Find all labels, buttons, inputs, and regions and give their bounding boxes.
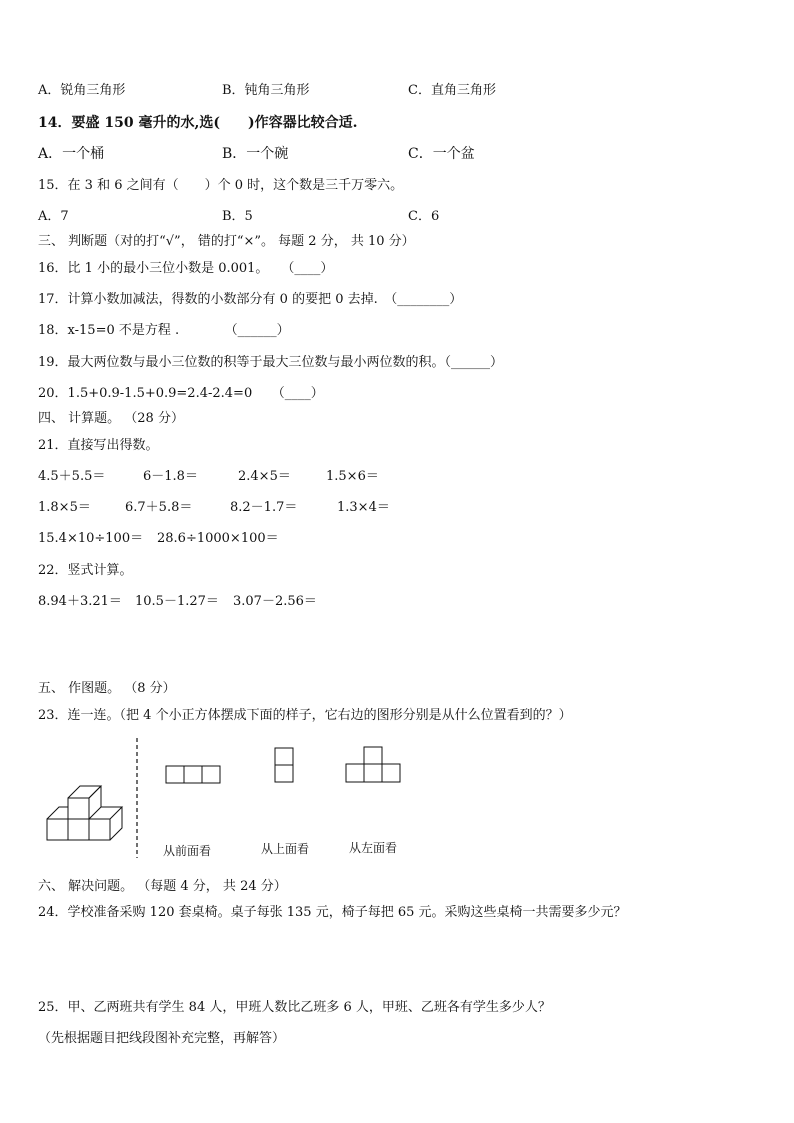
q13-option-a: A．锐角三角形	[38, 83, 126, 98]
q21-calc: 2.4×5＝	[238, 469, 291, 484]
q21-calc: 4.5＋5.5＝	[38, 469, 106, 484]
q14-option-b: B．一个碗	[222, 146, 289, 162]
q15-option-b: B．5	[222, 209, 253, 224]
q22-calc: 8.94＋3.21＝	[38, 594, 122, 609]
q18: 18．x-15=0 不是方程 . （______）	[38, 323, 290, 338]
q14-option-c: C．一个盆	[408, 146, 475, 162]
q21-calc: 1.8×5＝	[38, 500, 91, 515]
q14-stem: 14．要盛 150 毫升的水,选( )作容器比较合适.	[38, 115, 358, 131]
q21-calc: 8.2－1.7＝	[230, 500, 298, 515]
section5-heading: 五、 作图题。 （8 分）	[38, 681, 176, 696]
top-view-shape	[275, 748, 293, 782]
q22-calc: 10.5－1.27＝	[135, 594, 219, 609]
q21-calc: 6.7＋5.8＝	[125, 500, 193, 515]
q21-calc: 1.5×6＝	[326, 469, 379, 484]
q21-calc: 28.6÷1000×100＝	[157, 531, 279, 546]
caption-top-view: 从上面看	[261, 842, 310, 856]
q21-calc: 15.4×10÷100＝	[38, 531, 144, 546]
q15-option-c: C．6	[408, 209, 440, 224]
q15-stem: 15．在 3 和 6 之间有（ ）个 0 时，这个数是三千万零六。	[38, 178, 404, 193]
q25-note: （先根据题目把线段图补充完整，再解答）	[38, 1031, 286, 1046]
q17: 17．计算小数加减法，得数的小数部分有 0 的要把 0 去掉. （________）	[38, 292, 463, 307]
q22-calc: 3.07－2.56＝	[233, 594, 317, 609]
q13-option-b: B．钝角三角形	[222, 83, 310, 98]
q21-stem: 21．直接写出得数。	[38, 438, 159, 453]
q21-calc: 6－1.8＝	[143, 469, 198, 484]
q20: 20．1.5+0.9-1.5+0.9=2.4-2.4=0 （____）	[38, 386, 324, 401]
q13-option-c: C．直角三角形	[408, 83, 496, 98]
caption-front-view: 从前面看	[163, 844, 212, 858]
q25: 25．甲、乙两班共有学生 84 人，甲班人数比乙班多 6 人，甲班、乙班各有学生多少人？	[38, 1000, 551, 1015]
cube-stack-drawing	[47, 786, 122, 840]
q14-option-a: A．一个桶	[38, 146, 105, 162]
q15-option-a: A．7	[38, 209, 69, 224]
section4-heading: 四、 计算题。 （28 分）	[38, 411, 184, 426]
caption-left-view: 从左面看	[349, 841, 398, 855]
q23-stem: 23．连一连。（把 4 个小正方体摆成下面的样子，它右边的图形分别是从什么位置看到的？）	[38, 708, 572, 723]
left-view-shape	[346, 747, 400, 782]
q24: 24．学校准备采购 120 套桌椅。桌子每张 135 元，椅子每把 65 元。采购这些桌椅一共需要多少元？	[38, 905, 627, 920]
section3-heading: 三、 判断题（对的打“√”， 错的打“×”。 每题 2 分， 共 10 分）	[38, 234, 415, 249]
q22-stem: 22．竖式计算。	[38, 563, 133, 578]
section6-heading: 六、 解决问题。 （每题 4 分， 共 24 分）	[38, 879, 287, 894]
q21-calc: 1.3×4＝	[337, 500, 390, 515]
front-view-shape	[166, 766, 220, 783]
q16: 16．比 1 小的最小三位小数是 0.001。 （____）	[38, 261, 334, 276]
q19: 19．最大两位数与最小三位数的积等于最大三位数与最小两位数的积。（______）	[38, 355, 504, 370]
